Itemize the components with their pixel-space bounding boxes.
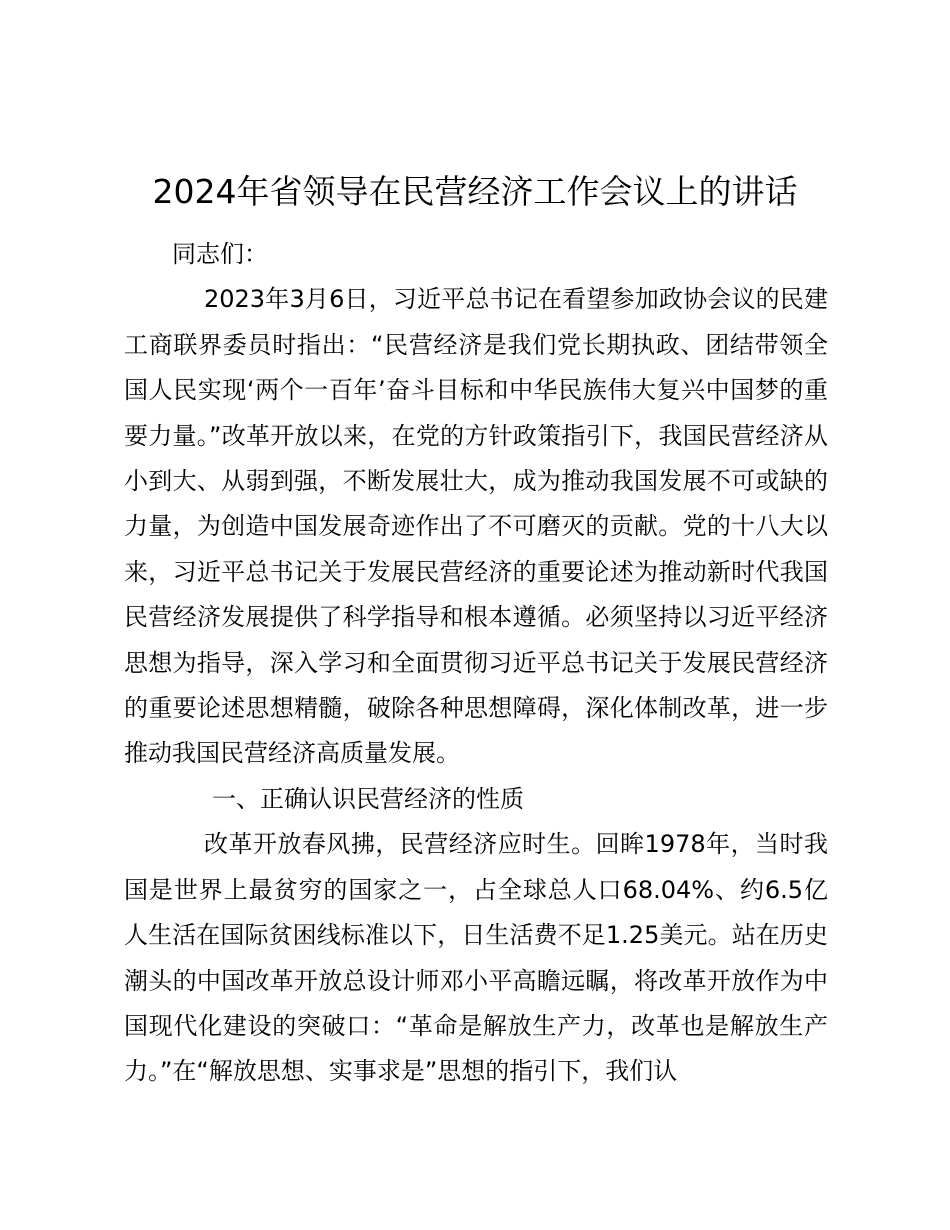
salutation: 同志们： <box>172 240 268 268</box>
section-paragraph: 改革开放春风拂，民营经济应时生。回眸1978年，当时我国是世界上最贫穷的国家之一，占全球总人口68.04%、约6.5亿人生活在国际贫困线标准以下，日生活费不足1.25美元。站在历史潮头的中国改革开放总设计师邓小平高瞻远瞩，将改革开放作为中国现代化建设的突破口：“革命是解放生产力，改革也是解放生产力。”在“解放思想、实事求是”思想的指引下，我们认 <box>124 830 828 1086</box>
document-body <box>124 232 828 1095</box>
body-paragraph: 2023年3月6日，习近平总书记在看望参加政协会议的民建工商联界委员时指出：“民营经济是我们党长期执政、团结带领全国人民实现‘两个一百年’奋斗目标和中华民族伟大复兴中国梦的重要力量。”改革开放以来，在党的方针政策指引下，我国民营经济从小到大、从弱到强，不断发展壮大，成为推动我国发展不可或缺的力量，为创造中国发展奇迹作出了不可磨灭的贡献。党的十八大以来，习近平总书记关于发展民营经济的重要论述为推动新时代我国民营经济发展提供了科学指导和根本遵循。必须坚持以习近平经济思想为指导，深入学习和全面贯彻习近平总书记关于发展民营经济的重要论述思想精髓，破除各种思想障碍，深化体制改革，进一步推动我国民营经济高质量发展。 <box>124 285 828 768</box>
document-title: 2024年省领导在民营经济工作会议上的讲话 <box>152 172 798 211</box>
section-heading: 一、正确认识民营经济的性质 <box>212 784 524 813</box>
